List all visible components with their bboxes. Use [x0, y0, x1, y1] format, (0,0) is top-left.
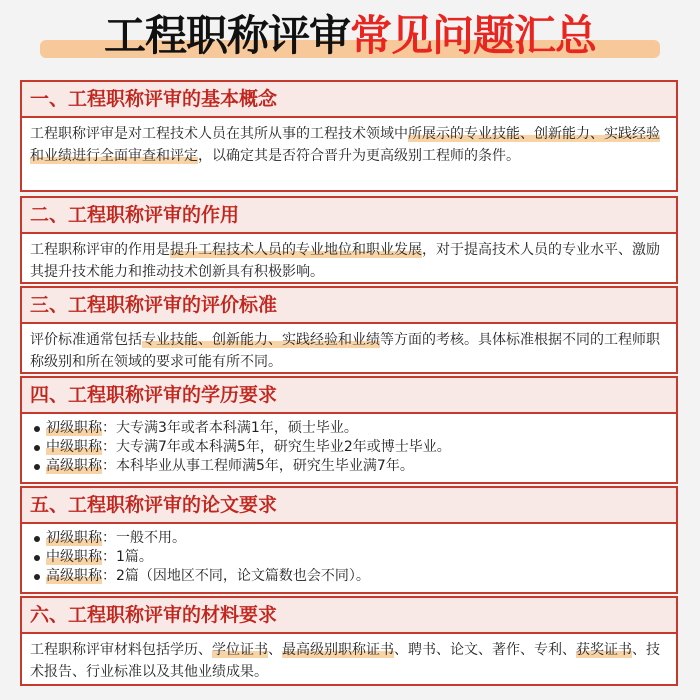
section-body [22, 634, 676, 688]
list-item [46, 438, 668, 457]
body-text: ，以确定其是否符合晋升为更高级别工程师的条件。 [198, 148, 520, 164]
section-heading: 五、工程职称评审的论文要求 [22, 488, 676, 524]
body-text: ，对于提高技术人员的专业水平、激励其提升技术能力和推动技术创新具有积极影响。 [30, 242, 660, 280]
section-basic-concept [20, 80, 678, 192]
level-text: ：本科毕业从事工程师满5年，研究生毕业满7年。 [102, 458, 414, 474]
list-item [46, 548, 668, 567]
level-label: 中级职称 [46, 549, 102, 565]
level-text: ：大专满7年或本科满5年，研究生毕业2年或博士毕业。 [102, 439, 451, 455]
level-label: 初级职称 [46, 530, 102, 546]
section-heading: 三、工程职称评审的评价标准 [22, 288, 676, 324]
page-title [0, 10, 700, 62]
section-paper-requirement [20, 486, 678, 594]
body-highlight: 最高级别职称证书 [282, 642, 394, 658]
list-item [46, 457, 668, 476]
level-label: 中级职称 [46, 439, 102, 455]
body-text: 工程职称评审是对工程技术人员在其所从事的工程技术领域中 [30, 126, 408, 142]
body-text: 、聘书、论文、著作、专利、 [394, 642, 576, 658]
level-text: ：1篇。 [102, 549, 153, 565]
level-label: 高级职称 [46, 458, 102, 474]
list-item [46, 567, 668, 586]
body-highlight: 提升工程技术人员的专业地位和职业发展 [170, 242, 422, 258]
section-body [22, 234, 676, 288]
body-text: 评价标准通常包括 [30, 332, 142, 348]
level-text: ：2篇（因地区不同，论文篇数也会不同）。 [102, 568, 370, 584]
body-text: 、 [268, 642, 282, 658]
section-heading: 六、工程职称评审的材料要求 [22, 598, 676, 634]
section-body [22, 324, 676, 378]
section-heading: 四、工程职称评审的学历要求 [22, 378, 676, 414]
body-highlight: 获奖证书 [576, 642, 632, 658]
body-text: 工程职称评审材料包括学历、 [30, 642, 212, 658]
section-body [22, 118, 676, 172]
section-education-requirement [20, 376, 678, 484]
title-part1: 工程职称评审 [103, 11, 350, 60]
requirement-list [30, 529, 668, 586]
body-text: 工程职称评审的作用是 [30, 242, 170, 258]
body-highlight: 所展示的专业技能、创新能力、实践经验和业绩进行全面审查和评定 [30, 126, 660, 164]
body-highlight: 学位证书 [212, 642, 268, 658]
title-part2: 常见问题汇总 [350, 11, 597, 60]
section-heading: 二、工程职称评审的作用 [22, 198, 676, 234]
section-body [22, 414, 676, 481]
section-evaluation-standard [20, 286, 678, 374]
level-text: ：一般不用。 [102, 530, 186, 546]
list-item [46, 529, 668, 548]
section-heading: 一、工程职称评审的基本概念 [22, 82, 676, 118]
requirement-list [30, 419, 668, 476]
section-material-requirement [20, 596, 678, 686]
level-label: 高级职称 [46, 568, 102, 584]
section-function [20, 196, 678, 284]
list-item [46, 419, 668, 438]
body-highlight: 专业技能、创新能力、实践经验和业绩 [142, 332, 380, 348]
body-text: 、技术报告、行业标准以及其他业绩成果。 [30, 642, 660, 680]
level-label: 初级职称 [46, 420, 102, 436]
level-text: ：大专满3年或者本科满1年，硕士毕业。 [102, 420, 358, 436]
body-text: 等方面的考核。具体标准根据不同的工程师职称级别和所在领域的要求可能有所不同。 [30, 332, 660, 370]
section-body [22, 524, 676, 591]
